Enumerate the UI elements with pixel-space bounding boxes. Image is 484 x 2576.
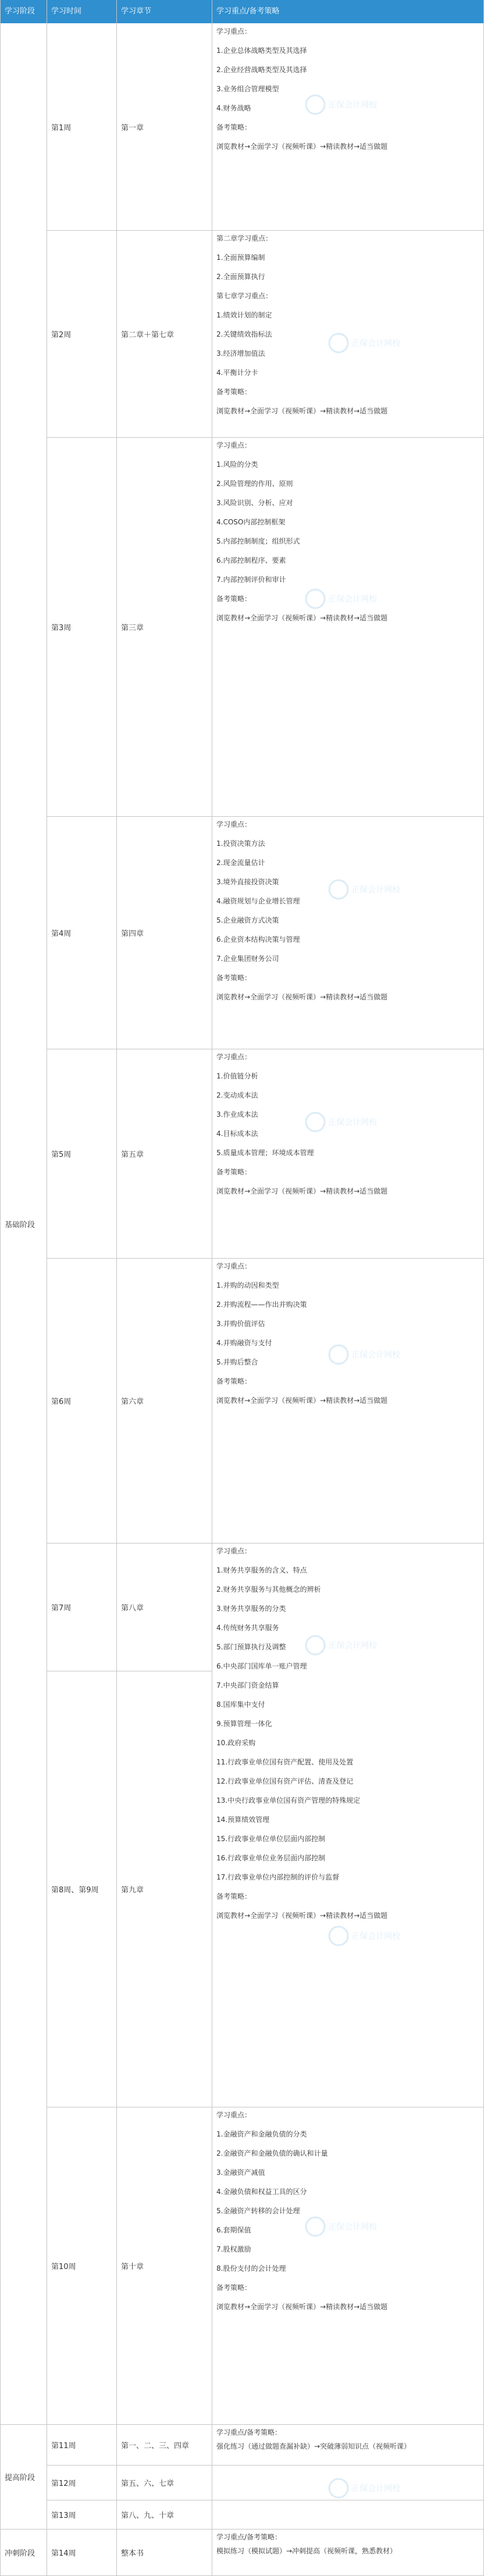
focus-line: 第二章学习重点： xyxy=(216,234,273,242)
week-cell: 第3周 xyxy=(51,623,72,633)
focus-line: 1.绩效计划的制定 xyxy=(216,311,272,319)
focus-line: 2.变动成本法 xyxy=(216,1091,258,1099)
table-border xyxy=(0,0,1,2576)
header-focus: 学习重点/备考策略 xyxy=(216,7,280,16)
row-divider xyxy=(212,2424,484,2425)
focus-line: 备考策略： xyxy=(216,1168,252,1176)
focus-line: 7.内部控制评价和审计 xyxy=(216,576,286,584)
svg-text:正保会计网校: 正保会计网校 xyxy=(328,1118,377,1127)
focus-line: 学习重点： xyxy=(216,441,252,449)
chapter-cell: 第九章 xyxy=(121,1885,144,1895)
focus-line: 7.中央部门资金结算 xyxy=(216,1681,279,1689)
focus-line: 4.并购融资与支付 xyxy=(216,1339,272,1347)
focus-line: 12.行政事业单位国有资产评估、清查及登记 xyxy=(216,1777,354,1785)
focus-line: 2.并购流程——作出并购决策 xyxy=(216,1300,307,1309)
chapter-cell: 第六章 xyxy=(121,1397,144,1406)
focus-line: 16.行政事业单位业务层面内部控制 xyxy=(216,1854,326,1862)
focus-line: 浏览教材→全面学习（视频听课）→精读教材→适当做题 xyxy=(216,614,388,622)
watermark-logo xyxy=(326,1337,413,1372)
row-divider xyxy=(116,2424,212,2425)
focus-line: 6.企业资本结构决策与管理 xyxy=(216,935,300,944)
focus-line: 浏览教材→全面学习（视频听课）→精读教材→适当做题 xyxy=(216,1396,388,1405)
row-divider xyxy=(212,1258,484,1259)
focus-line: 11.行政事业单位国有资产配置、使用及处置 xyxy=(216,1758,354,1766)
focus-line: 浏览教材→全面学习（视频听课）→精读教材→适当做题 xyxy=(216,2303,388,2311)
row-divider xyxy=(47,2465,116,2466)
row-divider xyxy=(47,2424,116,2425)
focus-line: 备考策略： xyxy=(216,2284,252,2292)
chapter-cell: 第五、六、七章 xyxy=(121,2479,175,2488)
focus-line: 学习重点： xyxy=(216,1547,252,1555)
focus-line: 3.财务共享服务的分类 xyxy=(216,1605,286,1613)
focus-line: 学习重点： xyxy=(216,1262,252,1270)
week-cell: 第10周 xyxy=(51,2262,76,2271)
focus-line: 浏览教材→全面学习（视频听课）→精读教材→适当做题 xyxy=(216,142,388,151)
focus-line: 备考策略： xyxy=(216,595,252,603)
focus-line: 4.COSO内部控制框架 xyxy=(216,518,286,526)
watermark-logo xyxy=(326,872,413,907)
row-divider xyxy=(47,816,116,817)
row-divider xyxy=(212,437,484,438)
week-cell: 第6周 xyxy=(51,1397,72,1406)
focus-line: 备考策略： xyxy=(216,974,252,982)
focus-line: 13.中央行政事业单位国有资产管理的特殊规定 xyxy=(216,1796,361,1805)
focus-line: 7.股权激励 xyxy=(216,2245,251,2253)
focus-line: 学习重点/备考策略： xyxy=(216,2533,282,2541)
header-stage: 学习阶段 xyxy=(5,7,35,16)
focus-line: 2.关键绩效指标法 xyxy=(216,330,272,338)
focus-line: 3.并购价值评估 xyxy=(216,1320,265,1328)
focus-line: 5.企业融资方式决策 xyxy=(216,916,279,924)
focus-line: 5.金融资产转移的会计处理 xyxy=(216,2207,300,2215)
week-cell: 第13周 xyxy=(51,2511,76,2520)
row-divider xyxy=(47,1543,116,1544)
chapter-cell: 第五章 xyxy=(121,1150,144,1159)
week-cell: 第11周 xyxy=(51,2441,76,2450)
focus-line: 浏览教材→全面学习（视频听课）→精读教材→适当做题 xyxy=(216,1912,388,1920)
focus-line: 2.风险管理的作用、原则 xyxy=(216,480,293,488)
focus-line: 第七章学习重点： xyxy=(216,292,273,300)
svg-text:正保会计网校: 正保会计网校 xyxy=(328,1641,377,1650)
focus-line: 7.企业集团财务公司 xyxy=(216,955,279,963)
focus-line: 学习重点： xyxy=(216,27,252,35)
focus-line: 8.股份支付的会计处理 xyxy=(216,2264,286,2273)
focus-line: 4.传统财务共享服务 xyxy=(216,1624,279,1632)
svg-text:正保会计网校: 正保会计网校 xyxy=(328,2223,377,2232)
table-header xyxy=(0,0,484,23)
focus-line: 1.金融资产和金融负债的分类 xyxy=(216,2130,307,2138)
focus-line: 1.风险的分类 xyxy=(216,460,258,469)
focus-line: 8.国库集中支付 xyxy=(216,1700,265,1709)
focus-line: 浏览教材→全面学习（视频听课）→精读教材→适当做题 xyxy=(216,407,388,415)
focus-line: 6.内部控制程序、要素 xyxy=(216,556,286,564)
svg-text:正保会计网校: 正保会计网校 xyxy=(328,595,377,604)
focus-line: 5.内部控制制度；组织形式 xyxy=(216,537,300,545)
row-divider xyxy=(116,230,212,231)
stage-cell: 提高阶段 xyxy=(5,2473,35,2482)
chapter-cell: 第一、二、三、四章 xyxy=(121,2441,190,2450)
focus-line: 1.企业总体战略类型及其选择 xyxy=(216,47,307,55)
focus-line: 6.套期保值 xyxy=(216,2226,251,2234)
focus-line: 2.金融资产和金融负债的确认和计量 xyxy=(216,2149,328,2157)
focus-line: 15.行政事业单位单位层面内部控制 xyxy=(216,1835,326,1843)
column-divider xyxy=(116,0,117,2576)
focus-line: 9.预算管理一体化 xyxy=(216,1720,272,1728)
focus-line: 1.投资决策方法 xyxy=(216,839,265,848)
week-cell: 第12周 xyxy=(51,2479,76,2488)
focus-line: 1.全面预算编制 xyxy=(216,253,265,262)
focus-line: 2.现金流量估计 xyxy=(216,859,265,867)
chapter-cell: 整本书 xyxy=(121,2549,144,2558)
watermark-logo xyxy=(302,87,390,122)
focus-line: 模拟练习（模拟试题）→冲刺提高（视频听课，熟悉教材） xyxy=(216,2547,397,2555)
watermark-logo xyxy=(302,1105,390,1139)
focus-line: 3.作业成本法 xyxy=(216,1110,258,1119)
focus-line: 备考策略： xyxy=(216,1377,252,1385)
week-cell: 第2周 xyxy=(51,330,72,340)
focus-line: 4.财务战略 xyxy=(216,104,251,112)
row-divider xyxy=(212,816,484,817)
svg-text:正保会计网校: 正保会计网校 xyxy=(351,1932,400,1941)
focus-line: 4.金融负债和权益工具的区分 xyxy=(216,2188,307,2196)
chapter-cell: 第二章＋第七章 xyxy=(121,330,175,340)
week-cell: 第8周、第9周 xyxy=(51,1885,99,1895)
chapter-cell: 第一章 xyxy=(121,123,144,133)
header-time: 学习时间 xyxy=(51,7,82,16)
row-divider xyxy=(116,437,212,438)
focus-line: 2.全面预算执行 xyxy=(216,273,265,281)
focus-line: 浏览教材→全面学习（视频听课）→精读教材→适当做题 xyxy=(216,1187,388,1195)
stage-cell: 冲刺阶段 xyxy=(5,2549,35,2558)
row-divider xyxy=(116,1258,212,1259)
focus-line: 3.金融资产减值 xyxy=(216,2168,265,2177)
focus-line: 6.中央部门国库单一账户管理 xyxy=(216,1662,307,1670)
focus-line: 备考策略： xyxy=(216,123,252,131)
chapter-cell: 第八、九、十章 xyxy=(121,2511,175,2520)
focus-line: 1.并购的动因和类型 xyxy=(216,1281,279,1289)
focus-line: 4.融资规划与企业增长管理 xyxy=(216,897,300,905)
focus-line: 4.目标成本法 xyxy=(216,1130,258,1138)
focus-line: 5.质量成本管理；环境成本管理 xyxy=(216,1149,314,1157)
row-divider xyxy=(212,1543,484,1544)
chapter-cell: 第十章 xyxy=(121,2262,144,2271)
focus-line: 1.价值链分析 xyxy=(216,1072,258,1080)
focus-line: 3.风险识别、分析、应对 xyxy=(216,499,293,507)
week-cell: 第1周 xyxy=(51,123,72,133)
focus-line: 3.经济增加值法 xyxy=(216,349,265,358)
focus-line: 5.并购后整合 xyxy=(216,1358,258,1366)
focus-line: 3.业务组合管理模型 xyxy=(216,85,279,93)
svg-text:正保会计网校: 正保会计网校 xyxy=(351,1350,400,1360)
stage-cell: 基础阶段 xyxy=(5,1220,35,1230)
focus-line: 浏览教材→全面学习（视频听课）→精读教材→适当做题 xyxy=(216,993,388,1001)
focus-line: 4.平衡计分卡 xyxy=(216,369,258,377)
svg-text:正保会计网校: 正保会计网校 xyxy=(328,101,377,110)
watermark-logo xyxy=(326,326,413,360)
row-divider xyxy=(116,2465,212,2466)
chapter-cell: 第三章 xyxy=(121,623,144,633)
focus-line: 强化练习（通过做题查漏补缺）→突破薄弱知识点（视频听课） xyxy=(216,2442,411,2450)
row-divider xyxy=(47,437,116,438)
watermark-logo xyxy=(326,1918,413,1953)
focus-line: 14.预算绩效管理 xyxy=(216,1816,270,1824)
svg-text:正保会计网校: 正保会计网校 xyxy=(351,339,400,348)
focus-line: 备考策略： xyxy=(216,388,252,396)
chapter-cell: 第八章 xyxy=(121,1603,144,1613)
svg-text:正保会计网校: 正保会计网校 xyxy=(351,2484,400,2493)
focus-line: 17.行政事业单位内部控制的评价与监督 xyxy=(216,1873,340,1881)
focus-line: 3.境外直接投资决策 xyxy=(216,878,279,886)
row-divider xyxy=(212,230,484,231)
row-divider xyxy=(47,1258,116,1259)
focus-line: 5.部门预算执行及调整 xyxy=(216,1643,286,1651)
week-cell: 第14周 xyxy=(51,2549,76,2558)
focus-line: 2.企业经营战略类型及其选择 xyxy=(216,66,307,74)
watermark-logo xyxy=(302,1628,390,1663)
focus-line: 2.财务共享服务与其他概念的辨析 xyxy=(216,1585,321,1594)
watermark-logo xyxy=(326,2471,413,2506)
watermark-logo xyxy=(302,581,390,616)
svg-text:正保会计网校: 正保会计网校 xyxy=(351,885,400,895)
focus-line: 1.财务共享服务的含义、特点 xyxy=(216,1566,307,1574)
focus-line: 学习重点： xyxy=(216,820,252,828)
week-cell: 第7周 xyxy=(51,1603,72,1613)
focus-line: 学习重点： xyxy=(216,1053,252,1061)
focus-line: 学习重点： xyxy=(216,2111,252,2119)
week-cell: 第4周 xyxy=(51,929,72,938)
focus-line: 学习重点/备考策略： xyxy=(216,2428,282,2436)
row-divider xyxy=(212,2465,484,2466)
chapter-cell: 第四章 xyxy=(121,929,144,938)
row-divider xyxy=(47,230,116,231)
row-divider xyxy=(0,2424,47,2425)
row-divider xyxy=(116,816,212,817)
header-chapter: 学习章节 xyxy=(121,7,152,16)
focus-line: 10.政府采购 xyxy=(216,1739,256,1747)
week-cell: 第5周 xyxy=(51,1150,72,1159)
focus-line: 备考策略： xyxy=(216,1892,252,1900)
row-divider xyxy=(116,1543,212,1544)
watermark-logo xyxy=(302,2209,390,2244)
